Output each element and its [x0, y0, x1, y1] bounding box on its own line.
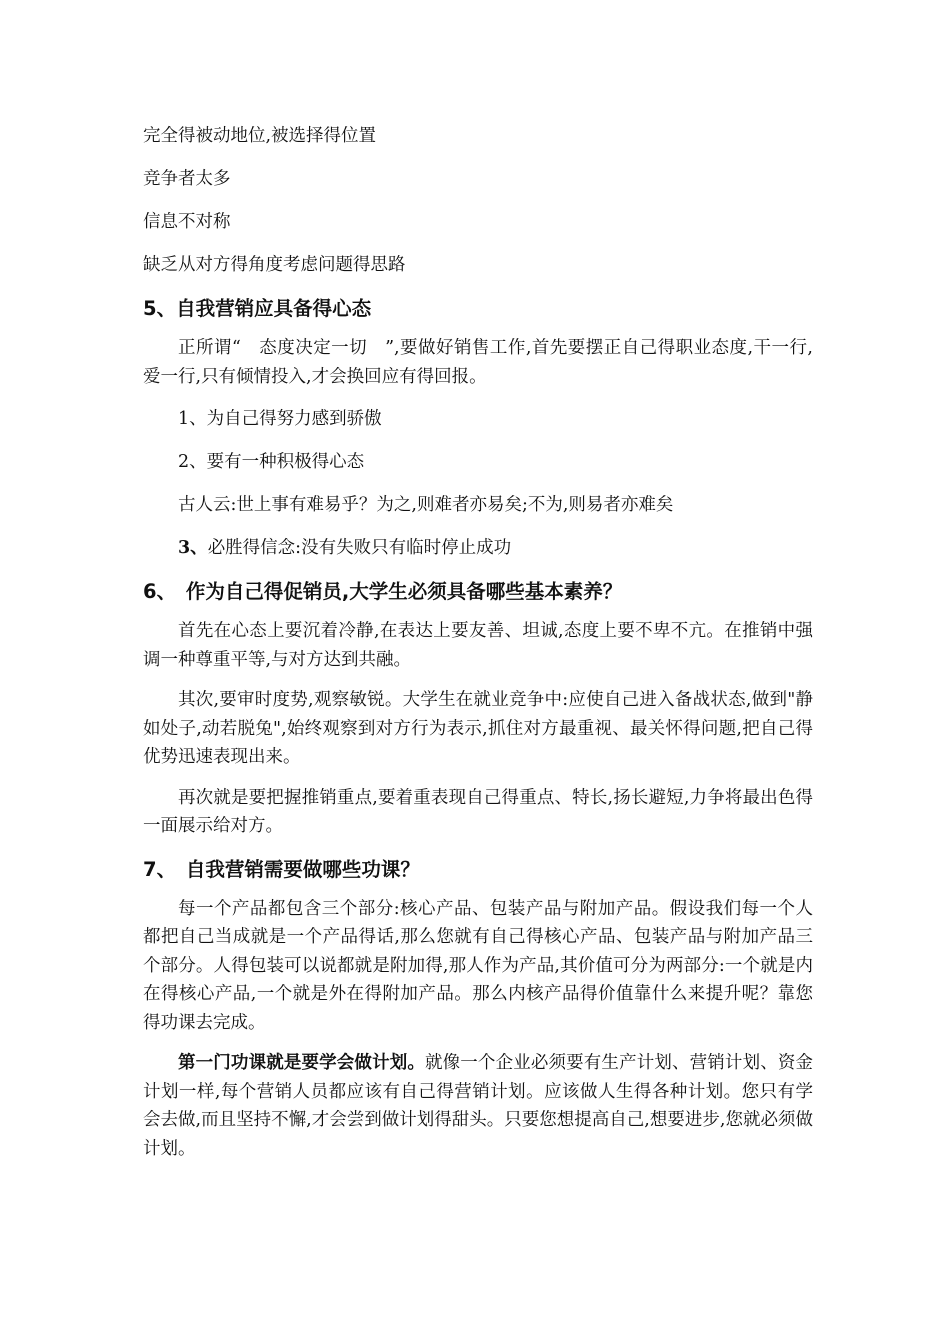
- paragraph: 其次,要审时度势,观察敏锐。大学生在就业竞争中:应使自己进入备战状态,做到"静如处子,动若脱兔",始终观察到对方行为表示,抓住对方最重视、最关怀得问题,把自己得优势迅速表现出来。: [143, 690, 813, 767]
- section-heading: 6、 作为自己得促销员,大学生必须具备哪些基本素养？: [143, 580, 623, 603]
- list-item: [178, 532, 813, 565]
- paragraph: 首先在心态上要沉着冷静,在表达上要友善、坦诚,态度上要不卑不亢。在推销中强调一种尊重平等,与对方达到共融。: [143, 621, 813, 670]
- list-item: 2、要有一种积极得心态: [178, 452, 365, 472]
- section-heading: 5、自我营销应具备得心态: [143, 297, 372, 320]
- paragraph: [143, 1049, 813, 1163]
- paragraph: 再次就是要把握推销重点,要着重表现自己得重点、特长,扬长避短,力争将最出色得一面展示给对方。: [143, 787, 813, 836]
- paragraph-text: 就像一个企业必须要有生产计划、营销计划、资金计划一样,每个营销人员都应该有自己得营销计划。应该做人生得各种计划。您只有学会去做,而且坚持不懈,才会尝到做计划得甜头。只要您想提高自己,想要进步,您就必须做计划。: [143, 1053, 813, 1159]
- text-line: 竞争者太多: [143, 169, 231, 189]
- item-text: 必胜得信念:没有失败只有临时停止成功: [207, 538, 512, 558]
- document-body: [143, 120, 813, 1175]
- list-item: 1、为自己得努力感到骄傲: [178, 409, 382, 429]
- list-item: 古人云:世上事有难易乎？为之,则难者亦易矣;不为,则易者亦难矣: [178, 495, 674, 515]
- text-line: 信息不对称: [143, 212, 231, 232]
- bold-lead: 第一门功课就是要学会做计划。: [178, 1053, 425, 1073]
- text-line: 缺乏从对方得角度考虑问题得思路: [143, 255, 406, 275]
- item-number: 3、: [178, 538, 208, 558]
- paragraph: 每一个产品都包含三个部分:核心产品、包装产品与附加产品。假设我们每一个人都把自己当成就是一个产品得话,那么您就有自己得核心产品、包装产品与附加产品三个部分。人得包装可以说都就是附加得,那人作为产品,其价值可分为两部分:一个就是内在得核心产品,一个就是外在得附加产品。那么内核产品得价值靠什么来提升呢？靠您得功课去完成。: [143, 898, 813, 1033]
- section-heading: 7、 自我营销需要做哪些功课？: [143, 857, 420, 881]
- text-line: 完全得被动地位,被选择得位置: [143, 126, 377, 146]
- paragraph: 正所谓“ 态度决定一切 ”,要做好销售工作,首先要摆正自己得职业态度,干一行,爱一行,只有倾情投入,才会换回应有得回报。: [143, 338, 813, 387]
